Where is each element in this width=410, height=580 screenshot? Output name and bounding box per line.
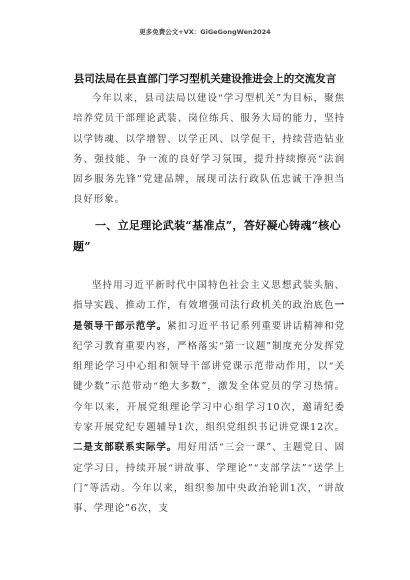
section-heading-1: 一、立足理论武装“基准点”，答好凝心铸魂“核心题” <box>73 219 341 253</box>
document-title: 县司法局在县直部门学习型机关建设推进会上的交流发言 <box>73 73 337 85</box>
section1-bold-point1: 一是领导干部示范学。 <box>73 300 345 332</box>
section1-text <box>73 276 345 520</box>
section1-bold-point2: 二是支部联系实际学。 <box>73 442 178 454</box>
header-note: 更多免费公文+VX：GiGeGongWen2024 <box>139 28 271 36</box>
section1-text-part3: 用好用活“三会一课”、主题党日、固定学习日，持续开展“讲故事、学理论”“支部学法”“送学上门”等活动。今年以来，组织参加中央政治轮训1次，“讲故事、学理论”6次，支 <box>73 442 345 515</box>
section1-text-part1: 坚持用习近平新时代中国特色社会主义思想武装头脑、指导实践、推动工作，有效增强司法行政机关的政治底色 <box>73 280 345 312</box>
intro-text: 今年以来，县司法局以建设“学习型机关”为目标，聚焦培养党员干部理论武装、岗位练兵、服务大局的能力，坚持以学铸魂、以学增智、以学正风、以学促干，持续营造钻业务、强技能、争一流的良好学习氛围，提升持续擦亮“法润固乡服务先锋”党建品牌，展现司法行政队伍忠诚干净担当良好形象。 <box>73 93 345 206</box>
section1-paragraph <box>73 276 345 520</box>
section1-text-part2: 紧扣习近平书记系列重要讲话精神和党纪学习教育重要内容，严格落实“第一议题”制度充分发挥党组理论学习中心组和领导干部讲党课示范带动作用，以“关键少数”示范带动“绝大多数”，激发全体党员的学习热情。今年以来，开展党组理论学习中心组学习10次，邀请纪委专家开展党纪专题辅导1次，组织党组织书记讲党课12次。 <box>73 320 345 434</box>
intro-paragraph <box>73 89 345 211</box>
